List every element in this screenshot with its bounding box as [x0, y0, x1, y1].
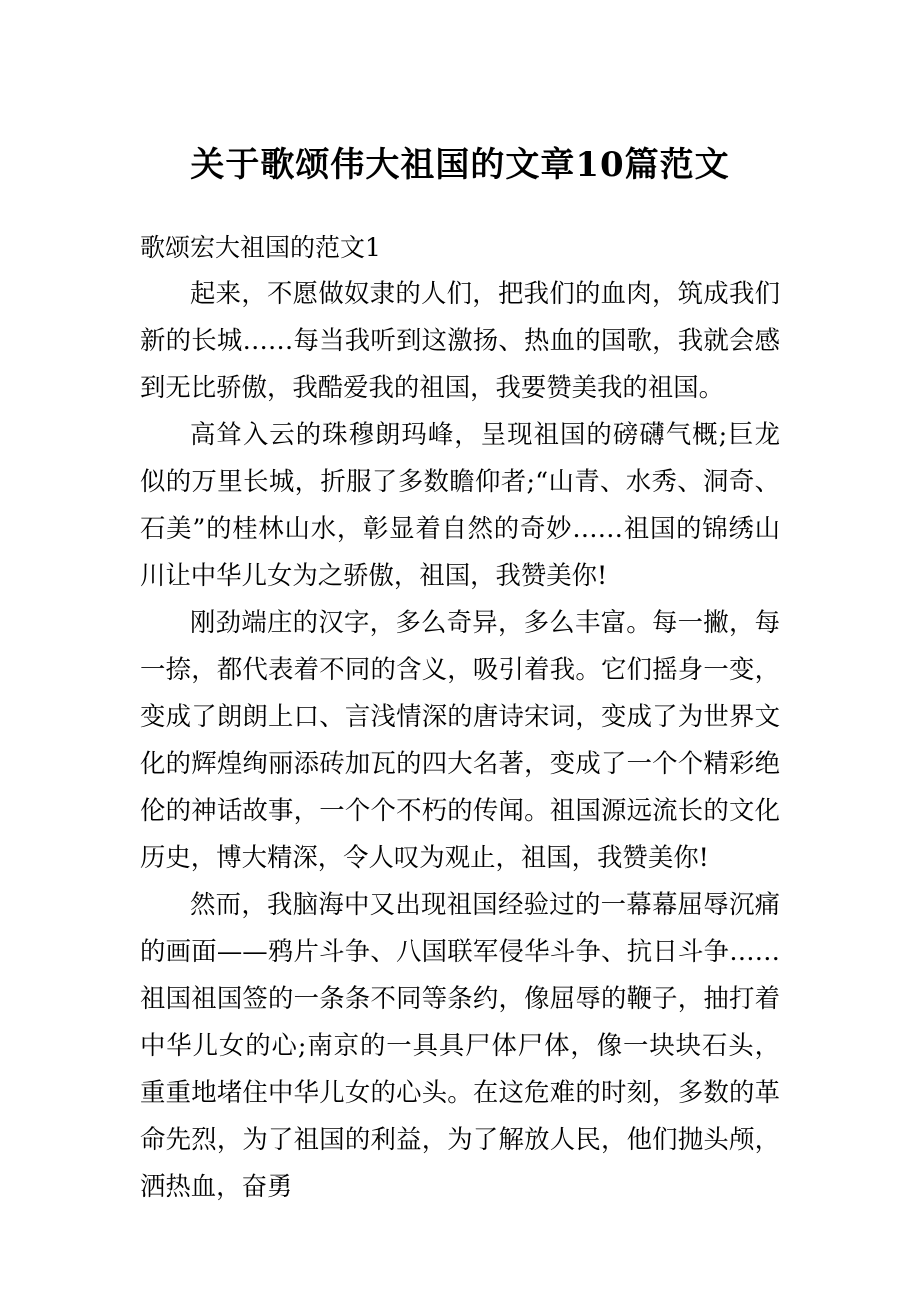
- paragraph-3: 刚劲端庄的汉字，多么奇异，多么丰富。每一撇，每一捺，都代表着不同的含义，吸引着我。它们摇身一变，变成了朗朗上口、言浅情深的唐诗宋词，变成了为世界文化的辉煌绚丽添砖加瓦的四大名著，变成了一个个精彩绝伦的神话故事，一个个不朽的传闻。祖国源远流长的文化历史，博大精深，令人叹为观止，祖国，我赞美你!: [140, 607, 780, 872]
- paragraph-2: 高耸入云的珠穆朗玛峰，呈现祖国的磅礴气概;巨龙似的万里长城，折服了多数瞻仰者;“山青、水秀、洞奇、石美”的桂林山水，彰显着自然的奇妙……祖国的锦绣山川让中华儿女为之骄傲，祖国，我赞美你!: [140, 419, 780, 590]
- article-body: [140, 270, 780, 1210]
- paragraph-1: 起来，不愿做奴隶的人们，把我们的血肉，筑成我们新的长城……每当我听到这激扬、热血的国歌，我就会感到无比骄傲，我酷爱我的祖国，我要赞美我的祖国。: [140, 278, 780, 402]
- section-subtitle: 歌颂宏大祖国的范文1: [140, 233, 381, 262]
- document-title: 关于歌颂伟大祖国的文章10篇范文: [190, 145, 730, 185]
- paragraph-4: 然而，我脑海中又出现祖国经验过的一幕幕屈辱沉痛的画面——鸦片斗争、八国联军侵华斗争、抗日斗争……祖国祖国签的一条条不同等条约，像屈辱的鞭子，抽打着中华儿女的心;南京的一具具尸体尸体，像一块块石头，重重地堵住中华儿女的心头。在这危难的时刻，多数的革命先烈，为了祖国的利益，为了解放人民，他们抛头颅，洒热血，奋勇: [140, 889, 780, 1201]
